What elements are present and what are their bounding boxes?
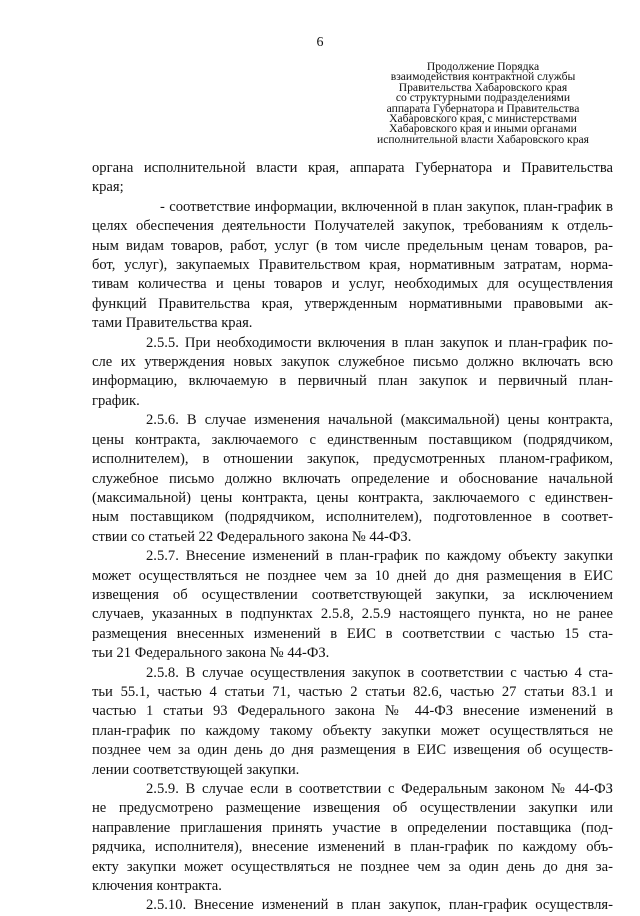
paragraph-item-conformity [92,198,613,334]
text-line: размещения внесенных изменений в ЕИС в соответствии с частью 15 ста- [92,625,613,642]
text-line: сле их утверждения новых закупок служебное письмо должно включать всю [92,354,613,371]
header-line: Продолжение Порядка [426,60,540,73]
text-line: план-график по каждому такому объекту закупки может осуществляться не [92,722,613,739]
paragraph-2-5-6 [92,411,613,547]
paragraph-intro [92,159,613,198]
header-block [366,62,600,145]
text-line: 2.5.8. В случае осуществления закупок в соответствии с частью 4 ста- [146,664,613,681]
text-line: направление приглашения принять участие в определении поставщика (под- [92,819,613,836]
text-line: 2.5.7. Внесение изменений в план-график по каждому объекту закупки [146,548,613,565]
paragraph-2-5-10 [92,896,613,915]
text-line: рядчика, исполнителя), внесение изменений в план-график по каждому объ- [92,839,613,856]
text-line: извещения об осуществлении соответствующей закупки, за исключением [92,586,613,603]
paragraph-2-5-9 [92,780,613,896]
text-line: исполнителем), в отношении закупок, предусмотренных планом-графиком, [92,451,613,468]
text-line: график. [92,392,140,409]
text-line: служебное письмо должно включать определение и обоснование начальной [92,470,613,487]
text-line: тьи 55.1, частью 4 статьи 71, частью 2 статьи 82.6, частью 27 статьи 83.1 и [92,683,613,700]
paragraph-2-5-8 [92,664,613,780]
text-line: 2.5.5. При необходимости включения в план закупок и план-график по- [146,334,613,351]
header-line: взаимодействия контрактной службы [390,70,576,84]
header-line: Хабаровского края, с министерствами [389,112,577,126]
text-line: (максимальной) цены контракта, цены контракта, заключаемого с единствен- [92,489,613,506]
text-line: ным видам товаров, работ, услуг (в том числе предельным ценам товаров, ра- [92,237,613,254]
text-line: 2.5.10. Внесение изменений в план закупок, план-график осуществля- [146,897,613,914]
page-number: 6 [316,35,324,50]
text-line: тами Правительства края. [92,315,253,332]
text-line: ным поставщиком (подрядчиком, исполнителем), подготовленное в соответ- [92,509,613,526]
text-line: функций Правительства края, утвержденным нормативными правовыми ак- [92,295,613,312]
text-line: целях обеспечения деятельности Получателей закупок, требованиям к отдель- [92,218,613,235]
text-line: - соответствие информации, включенной в план закупок, план-график в [160,198,613,215]
header-line: аппарата Губернатора и Правительства [386,101,580,115]
text-line: органа исполнительной власти края, аппарата Губернатора и Правительства [92,160,613,176]
text-line: не предусмотрено размещение извещения об осуществлении закупки или [92,800,613,817]
header-line: исполнительной власти Хабаровского края [377,132,589,146]
text-line: цены контракта, заключаемого с единственным поставщиком (подрядчиком, [92,431,613,448]
text-line: частью 1 статьи 93 Федерального закона № 44-ФЗ внесение изменений в [92,703,613,720]
text-line: ствии со статьей 22 Федерального закона № 44-ФЗ. [92,528,412,545]
text-line: края; [92,179,124,196]
header-line: Правительства Хабаровского края [398,80,568,94]
text-line: ключения контракта. [92,878,222,895]
header-line: Хабаровского края и иными органами [389,122,577,136]
paragraph-2-5-7 [92,547,613,663]
text-line: 2.5.6. В случае изменения начальной (максимальной) цены контракта, [146,412,613,429]
text-line: тьи 21 Федерального закона № 44-ФЗ. [92,645,330,662]
text-line: 2.5.9. В случае если в соответствии с Федеральным законом № 44-ФЗ [146,781,613,797]
text-line: информацию, включаемую в первичный план закупок и первичный план- [92,373,613,390]
document-body [92,159,613,916]
text-line: случаев, указанных в подпунктах 2.5.8, 2.5.9 настоящего пункта, но не ранее [92,606,613,623]
text-line: позднее чем за один день до дня размещения в ЕИС извещения об осуществ- [92,742,613,759]
paragraph-2-5-5 [92,334,613,412]
text-line: может осуществляться не позднее чем за 10 дней до дня размещения в ЕИС [92,567,613,584]
text-line: тивам количества и цены товаров и услуг, необходимых для осуществления [92,276,613,293]
text-line: бот, услуг), закупаемых Правительством края, нормативным затратам, норма- [92,257,613,274]
header-line: со структурными подразделениями [395,91,571,105]
text-line: екту закупки может осуществляться не позднее чем за один день до дня за- [92,858,613,875]
text-line: лении соответствующей закупки. [92,761,300,778]
